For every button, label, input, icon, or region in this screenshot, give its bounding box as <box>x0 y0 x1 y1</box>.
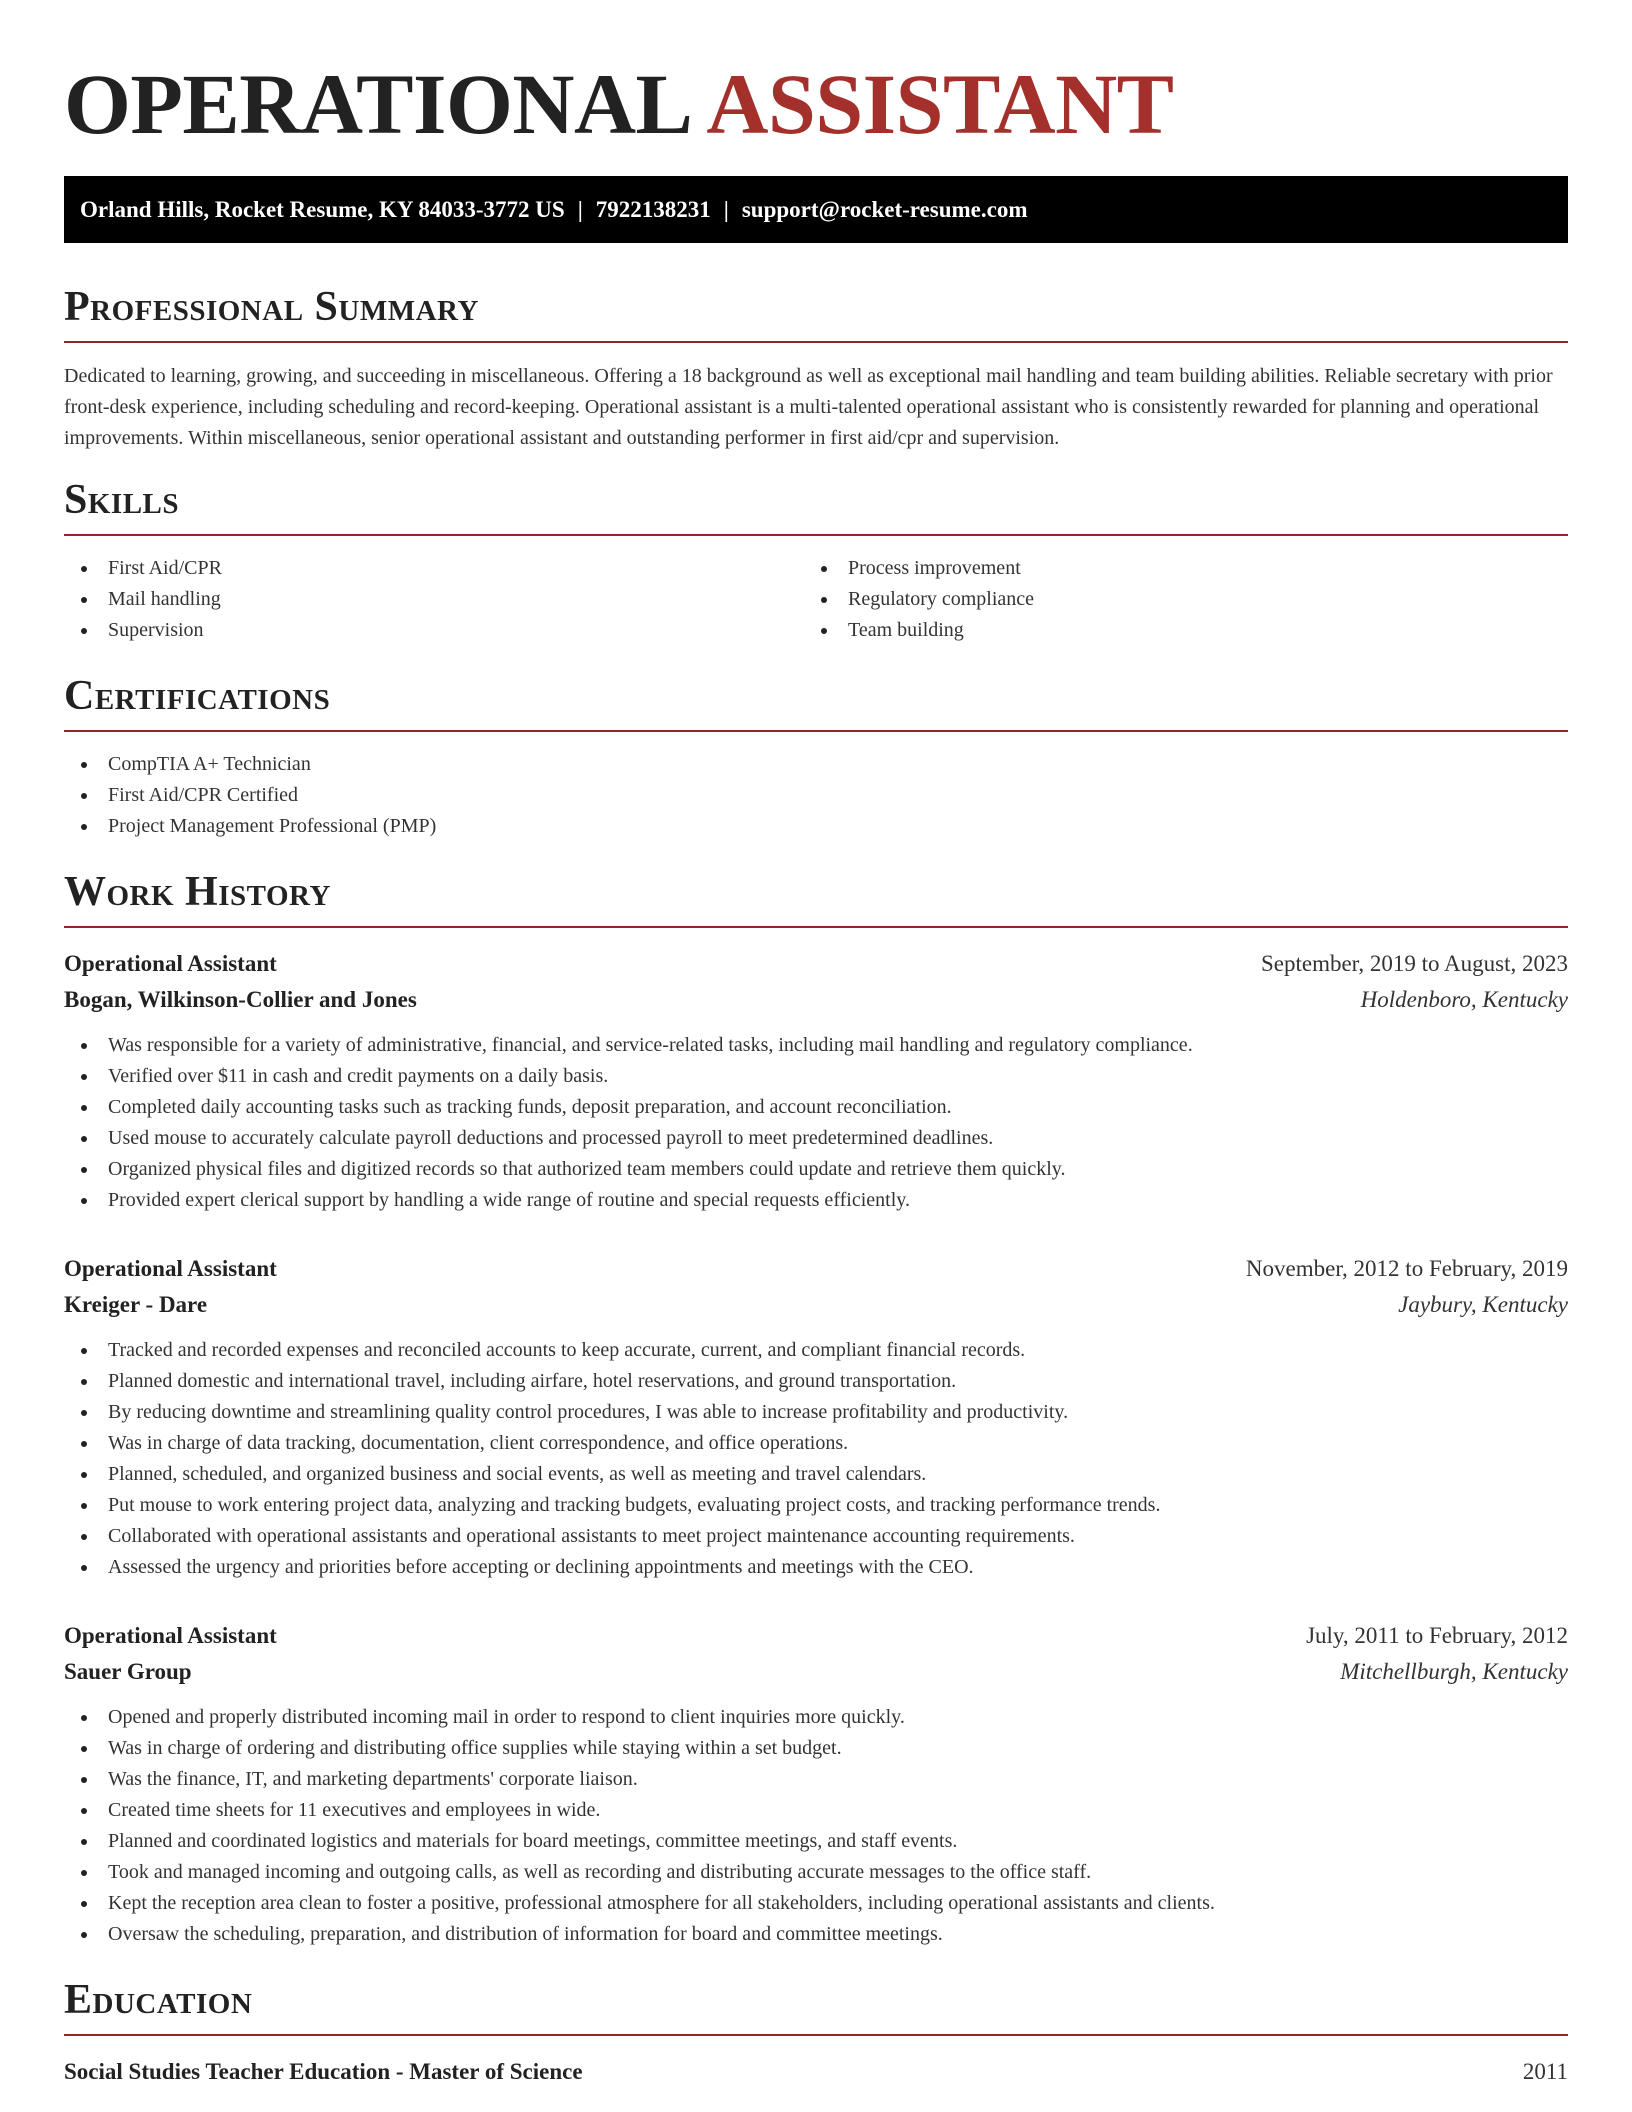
job-bullet: Created time sheets for 11 executives and employees in wide. <box>64 1795 1568 1826</box>
skill-item: Mail handling <box>64 584 804 615</box>
section-divider <box>64 534 1568 536</box>
skill-item: Process improvement <box>804 553 1544 584</box>
job-bullet: Verified over $11 in cash and credit payments on a daily basis. <box>64 1061 1568 1092</box>
job-bullet: Was the finance, IT, and marketing departments' corporate liaison. <box>64 1764 1568 1795</box>
name-last: ASSISTANT <box>706 56 1174 152</box>
job-header-row <box>64 1251 1568 1287</box>
skill-item: First Aid/CPR <box>64 553 804 584</box>
job-location: Holdenboro, Kentucky <box>1360 987 1568 1012</box>
section-title-summary: Professional Summary <box>64 284 479 330</box>
job-dates: November, 2012 to February, 2019 <box>1245 1256 1568 1281</box>
job-company-row <box>64 982 1568 1018</box>
job-bullet: Oversaw the scheduling, preparation, and distribution of information for board and committee meetings. <box>64 1919 1568 1950</box>
job-bullet-list <box>64 1030 1568 1216</box>
job-bullet: Used mouse to accurately calculate payroll deductions and processed payroll to meet predetermined deadlines. <box>64 1123 1568 1154</box>
job-bullet: Opened and properly distributed incoming mail in order to respond to client inquiries more quickly. <box>64 1702 1568 1733</box>
job-company-row <box>64 1654 1568 1690</box>
job-bullet: Completed daily accounting tasks such as tracking funds, deposit preparation, and account reconciliation. <box>64 1092 1568 1123</box>
section-divider <box>64 730 1568 732</box>
job-company: Sauer Group <box>64 1659 192 1684</box>
certifications-list <box>64 749 1568 842</box>
skills-columns <box>64 553 1568 646</box>
job-bullet: Planned domestic and international travel, including airfare, hotel reservations, and ground transportation. <box>64 1366 1568 1397</box>
education-year: 2011 <box>1522 2059 1568 2084</box>
skills-section <box>64 474 1568 646</box>
section-divider <box>64 2034 1568 2036</box>
job-bullet: Put mouse to work entering project data, analyzing and tracking budgets, evaluating project costs, and tracking performance trends. <box>64 1490 1568 1521</box>
name-first: OPERATIONAL <box>64 56 693 152</box>
skill-item: Regulatory compliance <box>804 584 1544 615</box>
section-divider <box>64 341 1568 343</box>
job-location: Jaybury, Kentucky <box>1398 1292 1568 1317</box>
job-bullet: Collaborated with operational assistants and operational assistants to meet project maintenance accounting requirements. <box>64 1521 1568 1552</box>
section-title-certifications: Certifications <box>64 673 331 719</box>
contact-email[interactable]: support@rocket-resume.com <box>741 197 1028 222</box>
job-entry <box>64 1618 1568 1950</box>
job-dates: September, 2019 to August, 2023 <box>1260 951 1568 976</box>
job-bullet-list <box>64 1335 1568 1583</box>
section-divider <box>64 926 1568 928</box>
job-header-row <box>64 1618 1568 1654</box>
resume-name <box>64 0 1568 156</box>
section-title-skills: Skills <box>64 477 180 523</box>
job-title: Operational Assistant <box>64 1623 277 1648</box>
job-bullet: Organized physical files and digitized records so that authorized team members could update and retrieve them quickly. <box>64 1154 1568 1185</box>
education-row <box>64 2054 1568 2090</box>
job-entry <box>64 1251 1568 1583</box>
certification-item: First Aid/CPR Certified <box>64 780 1568 811</box>
job-bullet: Assessed the urgency and priorities before accepting or declining appointments and meetings with the CEO. <box>64 1552 1568 1583</box>
job-company-row <box>64 1287 1568 1323</box>
education-section <box>64 1974 1568 2090</box>
education-degree: Social Studies Teacher Education - Master of Science <box>64 2059 583 2084</box>
skills-list-right <box>804 553 1544 646</box>
certifications-section <box>64 670 1568 842</box>
certification-item: CompTIA A+ Technician <box>64 749 1568 780</box>
job-bullet: Planned, scheduled, and organized business and social events, as well as meeting and travel calendars. <box>64 1459 1568 1490</box>
contact-separator: | <box>577 197 583 222</box>
job-title: Operational Assistant <box>64 1256 277 1281</box>
summary-text: Dedicated to learning, growing, and succeeding in miscellaneous. Offering a 18 background as well as exceptional mail handling and team building abilities. Reliable secretary with prior front-desk experience, including scheduling and record-keeping. Operational assistant is a multi-talented operational assistant who is consistently rewarded for planning and operational improvements. Within miscellaneous, senior operational assistant and outstanding performer in first aid/cpr and supervision. <box>64 365 1553 449</box>
contact-bar <box>64 176 1568 243</box>
skills-list-left <box>64 553 804 646</box>
job-company: Kreiger - Dare <box>64 1292 208 1317</box>
contact-separator: | <box>723 197 729 222</box>
job-bullet: Tracked and recorded expenses and reconciled accounts to keep accurate, current, and compliant financial records. <box>64 1335 1568 1366</box>
job-bullet: Provided expert clerical support by handling a wide range of routine and special requests efficiently. <box>64 1185 1568 1216</box>
job-entry <box>64 946 1568 1216</box>
skill-item: Supervision <box>64 615 804 646</box>
certification-item: Project Management Professional (PMP) <box>64 811 1568 842</box>
job-location: Mitchellburgh, Kentucky <box>1340 1659 1568 1684</box>
job-dates: July, 2011 to February, 2012 <box>1306 1623 1568 1648</box>
contact-phone: 7922138231 <box>595 197 711 222</box>
summary-section <box>64 281 1568 454</box>
job-title: Operational Assistant <box>64 951 277 976</box>
job-bullet: Was in charge of data tracking, documentation, client correspondence, and office operations. <box>64 1428 1568 1459</box>
section-title-work-history: Work History <box>64 869 331 915</box>
section-title-education: Education <box>64 1977 253 2023</box>
job-bullet: Was in charge of ordering and distributing office supplies while staying within a set budget. <box>64 1733 1568 1764</box>
work-history-section <box>64 866 1568 1950</box>
job-bullet: Planned and coordinated logistics and materials for board meetings, committee meetings, and staff events. <box>64 1826 1568 1857</box>
job-bullet: By reducing downtime and streamlining quality control procedures, I was able to increase profitability and productivity. <box>64 1397 1568 1428</box>
job-bullet: Kept the reception area clean to foster a positive, professional atmosphere for all stakeholders, including operational assistants and clients. <box>64 1888 1568 1919</box>
job-company: Bogan, Wilkinson-Collier and Jones <box>64 987 417 1012</box>
job-header-row <box>64 946 1568 982</box>
job-bullet: Was responsible for a variety of administrative, financial, and service-related tasks, including mail handling and regulatory compliance. <box>64 1030 1568 1061</box>
contact-address: Orland Hills, Rocket Resume, KY 84033-3772 US <box>80 197 565 222</box>
skill-item: Team building <box>804 615 1544 646</box>
job-bullet-list <box>64 1702 1568 1950</box>
resume-page <box>64 0 1568 2090</box>
job-bullet: Took and managed incoming and outgoing calls, as well as recording and distributing accurate messages to the office staff. <box>64 1857 1568 1888</box>
